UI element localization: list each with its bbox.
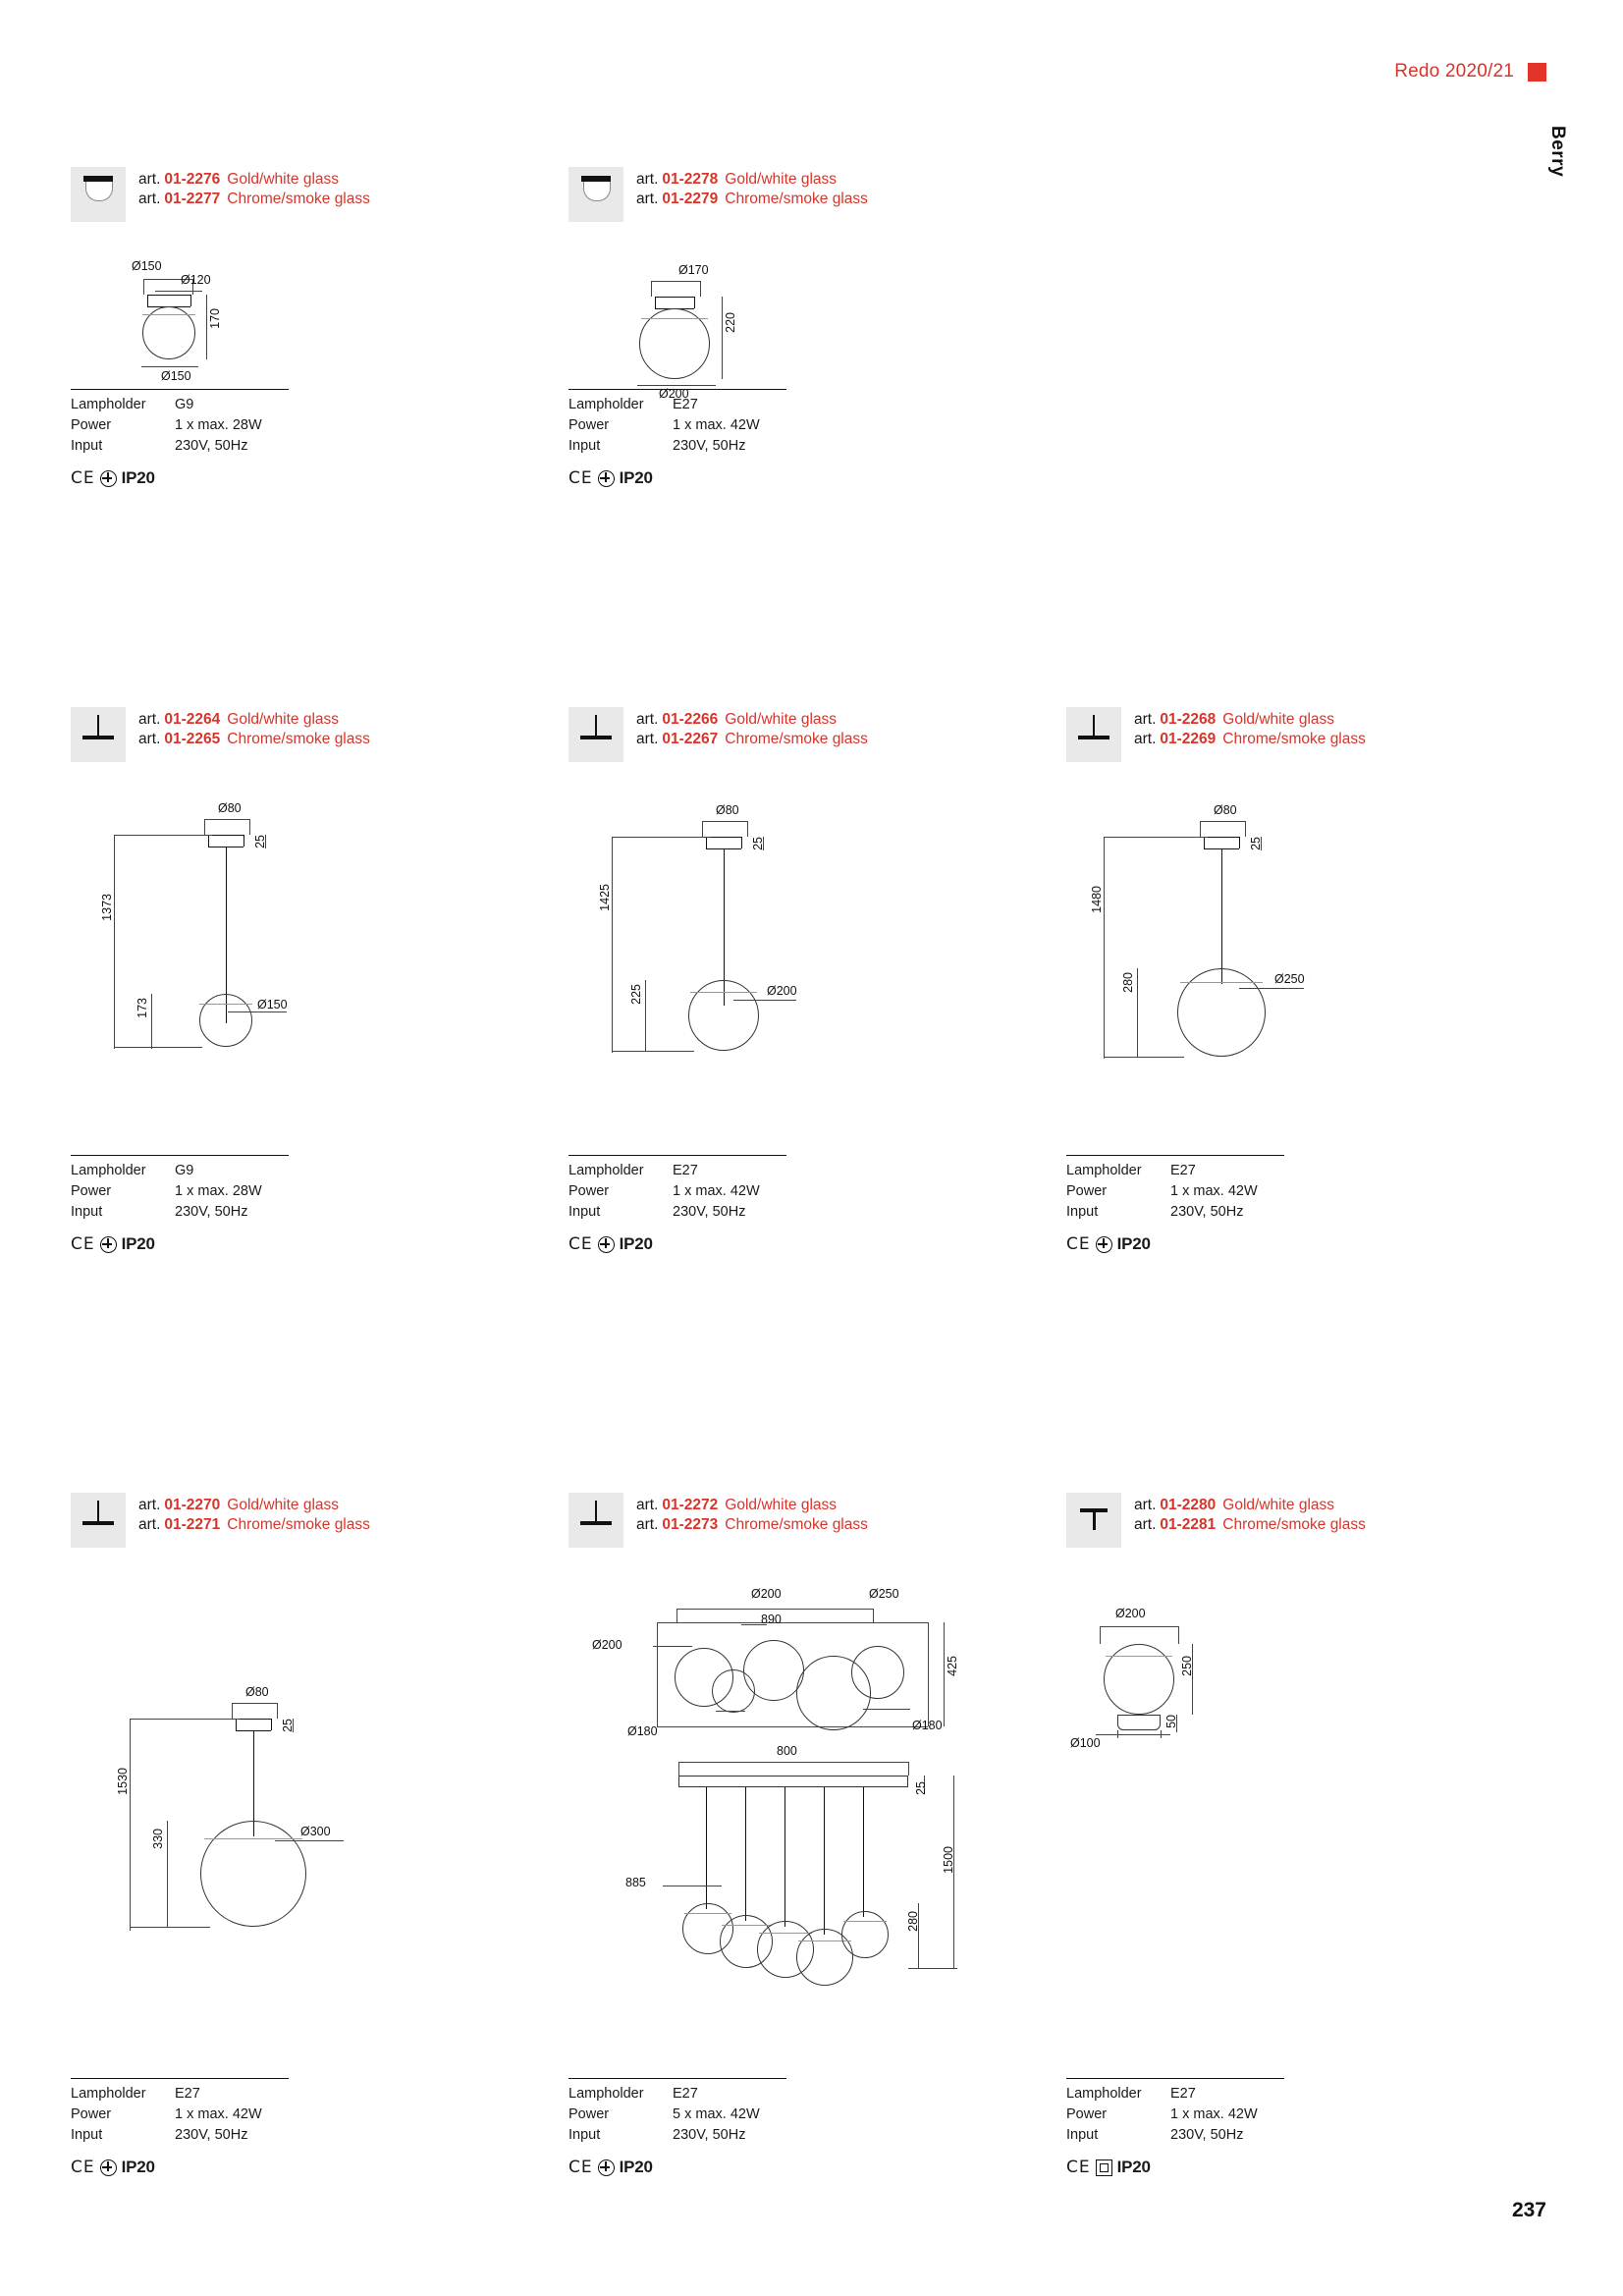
variant-line: art. 01-2273 Chrome/smoke glass — [636, 1516, 868, 1534]
dimension-label: 25 — [253, 835, 267, 848]
product-title-block — [71, 707, 562, 762]
dimension-label: 170 — [208, 308, 222, 329]
product-cell-01-2276 — [71, 167, 562, 488]
dimension-label: 425 — [946, 1656, 959, 1676]
product-title-block — [71, 1493, 562, 1548]
product-grid — [71, 167, 1524, 2200]
variant-line: art. 01-2277 Chrome/smoke glass — [138, 191, 370, 208]
dimension-label: Ø150 — [161, 369, 191, 383]
dimension-label: 800 — [777, 1744, 797, 1758]
dimension-label: Ø120 — [181, 273, 211, 287]
variant-line: art. 01-2279 Chrome/smoke glass — [636, 191, 868, 208]
variant-line: art. 01-2281 Chrome/smoke glass — [1134, 1516, 1366, 1534]
technical-drawing — [568, 776, 1059, 1149]
dimension-label: 885 — [625, 1876, 646, 1889]
product-cell-01-2264 — [71, 707, 562, 1254]
product-row — [71, 1493, 1524, 2200]
spec-table: Lampholder E27 Power 1 x max. 42W Input 230V, 50Hz — [568, 1155, 786, 1223]
product-cell-01-2266 — [568, 707, 1059, 1254]
variant-line: art. 01-2266 Gold/white glass — [636, 711, 838, 728]
dimension-label: 25 — [914, 1781, 928, 1795]
spec-table: Lampholder G9 Power 1 x max. 28W Input 230V, 50Hz — [71, 1155, 289, 1223]
dimension-label: 1373 — [100, 894, 114, 921]
ip-rating: IP20 — [1116, 1234, 1151, 1254]
variant-line: art. 01-2272 Gold/white glass — [636, 1497, 838, 1513]
dimension-label: Ø200 — [767, 984, 797, 998]
technical-drawing — [71, 776, 562, 1149]
product-cell-01-2272 — [568, 1493, 1059, 2177]
dimension-label: 280 — [906, 1911, 920, 1932]
ce-mark-icon: CE — [71, 1234, 95, 1255]
ip-rating: IP20 — [619, 1234, 653, 1254]
dimension-label: 250 — [1180, 1656, 1194, 1676]
spec-table: Lampholder E27 Power 1 x max. 42W Input 230V, 50Hz — [568, 389, 786, 457]
dimension-label: 330 — [151, 1829, 165, 1849]
technical-drawing — [1066, 1561, 1557, 2072]
dimension-label: 1480 — [1090, 886, 1104, 913]
certification-marks — [568, 2158, 1059, 2177]
certification-marks — [1066, 1234, 1557, 1254]
dimension-label: 1530 — [116, 1768, 130, 1795]
product-title-block — [568, 1493, 1059, 1548]
pendant-cluster-icon — [568, 1493, 623, 1548]
dimension-label: 1500 — [942, 1846, 955, 1874]
class-symbol-icon — [100, 2159, 117, 2176]
certification-marks — [71, 2158, 562, 2177]
product-title-block — [1066, 1493, 1557, 1548]
dimension-label: 25 — [281, 1719, 295, 1732]
dimension-label: 173 — [135, 998, 149, 1018]
technical-drawing — [71, 1561, 562, 2072]
dimension-label: Ø200 — [1115, 1607, 1146, 1620]
dimension-label: 50 — [1164, 1715, 1178, 1728]
series-label: Berry — [1547, 126, 1568, 178]
class-symbol-icon — [1096, 1236, 1112, 1253]
pendant-lamp-icon — [1066, 707, 1121, 762]
ip-rating: IP20 — [619, 2158, 653, 2177]
spec-table: Lampholder E27 Power 1 x max. 42W Input 230V, 50Hz — [1066, 1155, 1284, 1223]
technical-drawing — [568, 1561, 1059, 2072]
certification-marks — [1066, 2158, 1557, 2177]
product-title-block — [568, 167, 1059, 222]
certification-marks — [568, 1234, 1059, 1254]
dimension-label: 225 — [629, 984, 643, 1005]
ip-rating: IP20 — [619, 468, 653, 488]
variant-line: art. 01-2267 Chrome/smoke glass — [636, 731, 868, 748]
variant-line: art. 01-2271 Chrome/smoke glass — [138, 1516, 370, 1534]
brand-marker-icon — [1528, 63, 1546, 82]
variant-line: art. 01-2268 Gold/white glass — [1134, 711, 1335, 728]
dimension-label: Ø80 — [218, 801, 242, 815]
product-cell-01-2280 — [1066, 1493, 1557, 2177]
class-symbol-icon — [598, 470, 615, 487]
product-row — [71, 167, 1524, 589]
product-title-block — [71, 167, 562, 222]
class-ii-symbol-icon — [1096, 2159, 1112, 2176]
dimension-label: Ø200 — [751, 1587, 782, 1601]
product-title-block — [1066, 707, 1557, 762]
dimension-label: 890 — [761, 1613, 782, 1626]
dimension-label: Ø250 — [869, 1587, 899, 1601]
variant-line: art. 01-2280 Gold/white glass — [1134, 1497, 1335, 1513]
variant-line: art. 01-2269 Chrome/smoke glass — [1134, 731, 1366, 748]
class-symbol-icon — [100, 470, 117, 487]
catalog-title: Redo 2020/21 — [1394, 61, 1514, 82]
product-title-block — [568, 707, 1059, 762]
ce-mark-icon: CE — [71, 468, 95, 489]
dimension-label: Ø80 — [716, 803, 739, 817]
dimension-label: Ø300 — [300, 1825, 331, 1838]
ceiling-lamp-icon — [568, 167, 623, 222]
class-symbol-icon — [100, 1236, 117, 1253]
ip-rating: IP20 — [1116, 2158, 1151, 2177]
variant-line: art. 01-2270 Gold/white glass — [138, 1497, 340, 1513]
spec-table: Lampholder E27 Power 1 x max. 42W Input 230V, 50Hz — [1066, 2078, 1284, 2146]
product-cell-01-2270 — [71, 1493, 562, 2177]
ce-mark-icon: CE — [568, 1234, 593, 1255]
page-header — [1394, 61, 1546, 82]
variant-line: art. 01-2276 Gold/white glass — [138, 171, 340, 188]
ce-mark-icon: CE — [568, 2158, 593, 2178]
certification-marks — [71, 1234, 562, 1254]
dimension-label: 25 — [1249, 837, 1263, 850]
technical-drawing — [71, 236, 562, 383]
product-row — [71, 707, 1524, 1385]
dimension-label: Ø80 — [245, 1685, 269, 1699]
technical-drawing — [568, 236, 1059, 401]
dimension-label: Ø180 — [627, 1724, 658, 1738]
dimension-label: 220 — [724, 312, 737, 333]
dimension-label: Ø150 — [257, 998, 288, 1011]
wall-lamp-icon — [1066, 1493, 1121, 1548]
ip-rating: IP20 — [121, 2158, 155, 2177]
ceiling-lamp-icon — [71, 167, 126, 222]
dimension-label: 25 — [751, 837, 765, 850]
dimension-label: Ø200 — [659, 387, 689, 401]
dimension-label: Ø250 — [1274, 972, 1305, 986]
product-cell-01-2268 — [1066, 707, 1557, 1254]
variant-line: art. 01-2278 Gold/white glass — [636, 171, 838, 188]
product-cell-01-2278 — [568, 167, 1059, 488]
variant-line: art. 01-2265 Chrome/smoke glass — [138, 731, 370, 748]
ce-mark-icon: CE — [71, 2158, 95, 2178]
dimension-label: 280 — [1121, 972, 1135, 993]
dimension-label: Ø100 — [1070, 1736, 1101, 1750]
certification-marks — [71, 468, 562, 488]
variant-line: art. 01-2264 Gold/white glass — [138, 711, 340, 728]
dimension-label: Ø180 — [912, 1719, 943, 1732]
ip-rating: IP20 — [121, 468, 155, 488]
dimension-label: Ø200 — [592, 1638, 622, 1652]
ce-mark-icon: CE — [568, 468, 593, 489]
dimension-label: Ø80 — [1214, 803, 1237, 817]
spec-table: Lampholder E27 Power 1 x max. 42W Input 230V, 50Hz — [71, 2078, 289, 2146]
dimension-label: 1425 — [598, 884, 612, 911]
dimension-label: Ø150 — [132, 259, 162, 273]
spec-table: Lampholder G9 Power 1 x max. 28W Input 230V, 50Hz — [71, 389, 289, 457]
ce-mark-icon: CE — [1066, 1234, 1091, 1255]
class-symbol-icon — [598, 1236, 615, 1253]
pendant-lamp-icon — [568, 707, 623, 762]
pendant-lamp-icon — [71, 1493, 126, 1548]
class-symbol-icon — [598, 2159, 615, 2176]
ce-mark-icon: CE — [1066, 2158, 1091, 2178]
dimension-label: Ø170 — [678, 263, 709, 277]
ip-rating: IP20 — [121, 1234, 155, 1254]
certification-marks — [568, 468, 1059, 488]
technical-drawing — [1066, 776, 1557, 1149]
page-number: 237 — [1511, 2199, 1546, 2221]
pendant-lamp-icon — [71, 707, 126, 762]
spec-table: Lampholder E27 Power 5 x max. 42W Input 230V, 50Hz — [568, 2078, 786, 2146]
